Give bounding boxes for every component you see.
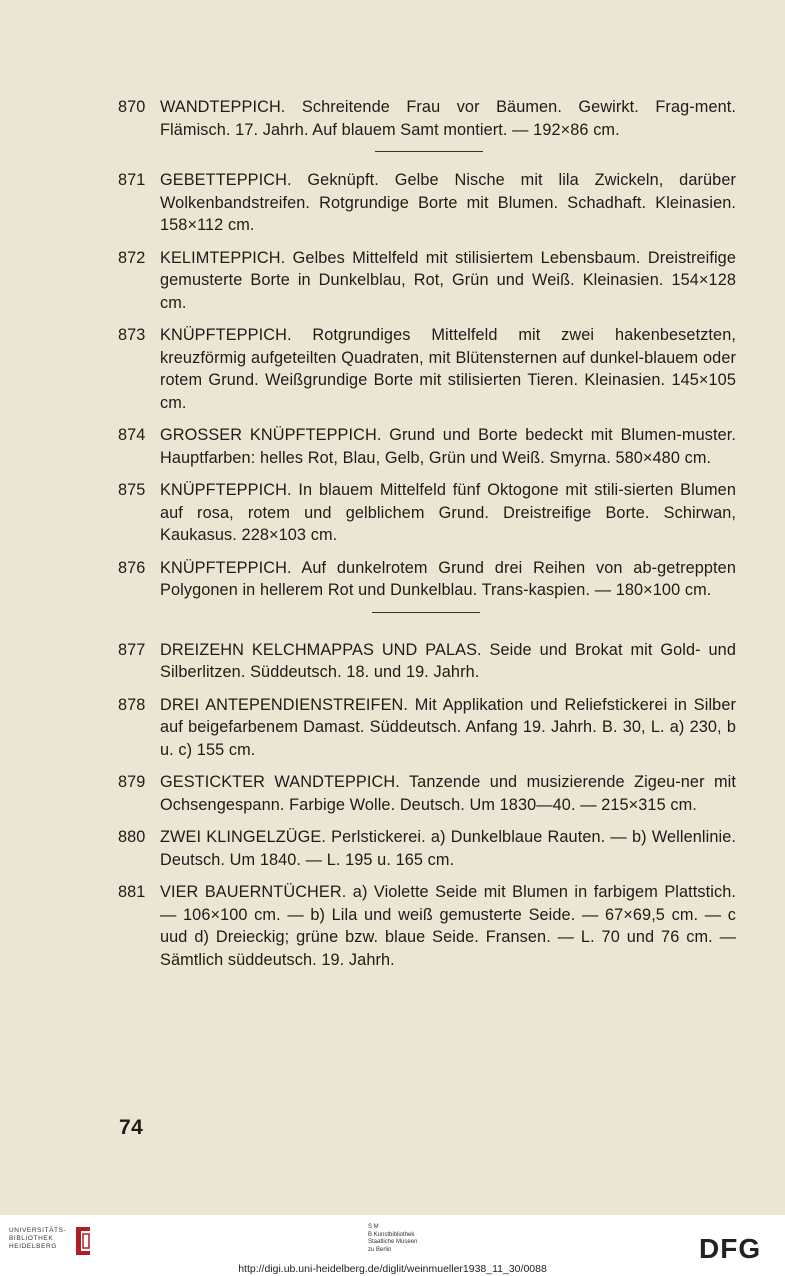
entry-text: GEBETTEPPICH. Geknüpft. Gelbe Nische mit lila Zwickeln, darüber Wolkenbandstreifen. Rotgrundige Borte mit Blumen. Schadhaft. Kleinasien. 158×112 cm. bbox=[160, 171, 736, 234]
entry-text: KNÜPFTEPPICH. In blauem Mittelfeld fünf Oktogone mit stili-sierten Blumen auf rosa, rotem und gelblichem Grund. Dreistreifige Borte. Schirwan, Kaukasus. 228×103 cm. bbox=[160, 481, 736, 544]
catalog-entry bbox=[118, 826, 736, 871]
separator-rule bbox=[375, 151, 483, 152]
entry-number: 876 bbox=[118, 558, 146, 577]
catalog-entries bbox=[118, 96, 736, 981]
catalog-entry bbox=[118, 424, 736, 469]
uni-line: BIBLIOTHEK bbox=[9, 1235, 54, 1242]
entry-text: ZWEI KLINGELZÜGE. Perlstickerei. a) Dunkelblaue Rauten. — b) Wellenlinie. Deutsch. Um 1840. — L. 195 u. 165 cm. bbox=[160, 828, 736, 869]
entry-number: 880 bbox=[118, 828, 146, 846]
catalog-entry bbox=[118, 96, 736, 141]
kunstbibliothek-label bbox=[368, 1224, 417, 1254]
entry-number: 879 bbox=[118, 773, 146, 791]
catalog-entry bbox=[118, 771, 736, 816]
source-url-link[interactable]: http://digi.ub.uni-heidelberg.de/diglit/weinmueller1938_11_30/0088 bbox=[238, 1263, 547, 1275]
university-logo-icon bbox=[72, 1225, 94, 1257]
entry-number: 877 bbox=[118, 640, 146, 659]
entry-text: DREI ANTEPENDIENSTREIFEN. Mit Applikation und Reliefstickerei in Silber auf beigefarbenem Damast. Süddeutsch. Anfang 19. Jahrh. B. 30, L. a) 230, b u. c) 155 cm. bbox=[160, 695, 736, 759]
catalog-entry bbox=[118, 169, 736, 237]
catalog-entry bbox=[118, 479, 736, 547]
catalog-entry bbox=[118, 247, 736, 315]
catalog-entry bbox=[118, 557, 736, 602]
sm-line: zu Berlin bbox=[368, 1246, 392, 1253]
catalog-entry bbox=[118, 639, 736, 684]
entry-number: 871 bbox=[118, 171, 146, 189]
entry-text: KELIMTEPPICH. Gelbes Mittelfeld mit stilisiertem Lebensbaum. Dreistreifige gemusterte Borte in Dunkelblau, Rot, Grün und Weiß. Kleinasien. 154×128 cm. bbox=[160, 248, 736, 312]
university-library-label bbox=[9, 1227, 66, 1251]
entry-text: GROSSER KNÜPFTEPPICH. Grund und Borte bedeckt mit Blumen-muster. Hauptfarben: helles Rot, Blau, Gelb, Grün und Weiß. Smyrna. 580×480 cm. bbox=[160, 426, 736, 467]
sm-line: Staatliche Museen bbox=[368, 1239, 418, 1245]
entry-text: DREIZEHN KELCHMAPPAS UND PALAS. Seide und Brokat mit Gold- und Silberlitzen. Süddeutsch. 18. und 19. Jahrh. bbox=[160, 640, 736, 681]
entry-text: KNÜPFTEPPICH. Auf dunkelrotem Grund drei Reihen von ab-getreppten Polygonen in hellerem Rot und Dunkelblau. Trans-kaspien. — 180×100 cm. bbox=[160, 558, 736, 599]
entry-number: 878 bbox=[118, 695, 146, 714]
catalog-entry bbox=[118, 881, 736, 971]
catalog-entry bbox=[118, 324, 736, 414]
sm-line: B Kunstbibliothek bbox=[368, 1231, 415, 1238]
entry-text: VIER BAUERNTÜCHER. a) Violette Seide mit Blumen in farbigem Plattstich. — 106×100 cm. — b) Lila und weiß gemusterte Seide. — 67×69,5 cm. — c uud d) Dreieckig; grüne bzw. blaue Seide. Fransen. — L. 70 und 76 cm. — Sämtlich süddeutsch. 19. Jahrh. bbox=[160, 883, 736, 969]
entry-number: 870 bbox=[118, 98, 146, 116]
entry-number: 881 bbox=[118, 883, 146, 901]
entry-number: 874 bbox=[118, 426, 146, 444]
uni-line: HEIDELBERG bbox=[9, 1243, 57, 1250]
entry-text: KNÜPFTEPPICH. Rotgrundiges Mittelfeld mit zwei hakenbesetzten, kreuzförmig aufgeteilten Quadraten, mit Blütensternen auf dunkel-blauem oder rotem Grund. Weißgrundige Borte mit stilisierten Tieren. Kleinasien. 145×105 cm. bbox=[160, 326, 736, 412]
separator-rule bbox=[372, 612, 480, 613]
dfg-logo: DFG bbox=[699, 1233, 762, 1264]
entry-text: GESTICKTER WANDTEPPICH. Tanzende und musizierende Zigeu-ner mit Ochsengespann. Farbige Wolle. Deutsch. Um 1830—40. — 215×315 cm. bbox=[160, 773, 736, 814]
entry-text: WANDTEPPICH. Schreitende Frau vor Bäumen. Gewirkt. Frag-ment. Flämisch. 17. Jahrh. Auf blauem Samt montiert. — 192×86 cm. bbox=[160, 98, 736, 139]
uni-line: UNIVERSITÄTS- bbox=[9, 1227, 67, 1234]
page-number: 74 bbox=[119, 1116, 144, 1139]
entry-number: 872 bbox=[118, 248, 146, 267]
entry-number: 873 bbox=[118, 326, 146, 344]
sm-line: S M bbox=[368, 1224, 379, 1230]
entry-number: 875 bbox=[118, 481, 146, 499]
catalog-entry bbox=[118, 694, 736, 762]
